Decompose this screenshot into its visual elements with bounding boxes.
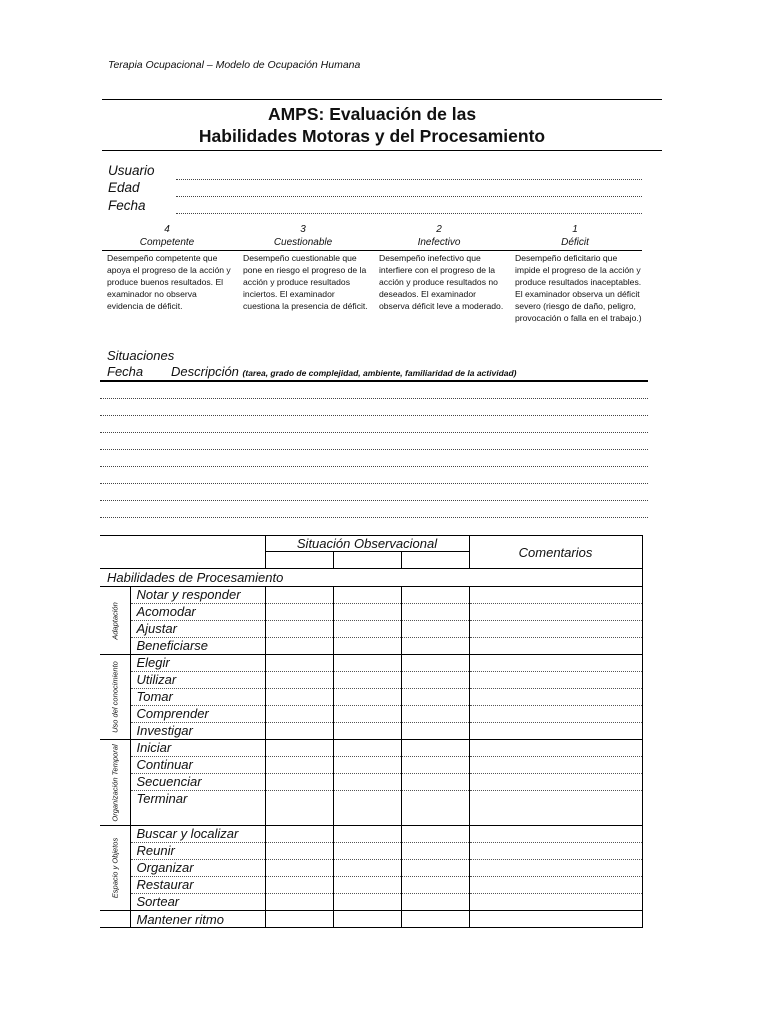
group-label-cell [100, 587, 130, 655]
comment-cell[interactable] [469, 860, 642, 877]
skill-row [100, 757, 642, 774]
skill-label: Acomodar [130, 604, 265, 621]
score-cell[interactable] [401, 587, 469, 604]
descripcion-text: Descripción [171, 364, 239, 379]
skill-row [100, 604, 642, 621]
score-cell[interactable] [333, 774, 401, 791]
group-label: Adaptación [110, 601, 120, 640]
scale-num-1: 1 [572, 224, 578, 235]
situation-line-8[interactable] [100, 517, 648, 518]
comment-cell[interactable] [469, 843, 642, 860]
scale-name-2: Inefectivo [417, 237, 461, 248]
skill-row [100, 689, 642, 706]
skill-row [100, 638, 642, 655]
skill-row [100, 877, 642, 894]
section-title: Habilidades de Procesamiento [100, 569, 642, 587]
score-cell[interactable] [401, 621, 469, 638]
title-bottom-rule [102, 150, 662, 151]
score-cell[interactable] [333, 860, 401, 877]
skill-row [100, 587, 642, 604]
situation-line-5[interactable] [100, 466, 648, 467]
skill-row [100, 621, 642, 638]
section-title-row [100, 569, 642, 587]
usuario-label: Usuario [108, 163, 155, 178]
comment-cell[interactable] [469, 757, 642, 774]
score-cell[interactable] [401, 638, 469, 655]
group-label-cell [100, 740, 130, 826]
situacion-observacional-header: Situación Observacional [265, 536, 469, 552]
situaciones-rule [100, 380, 648, 382]
table-header-row [100, 536, 642, 552]
score-cell[interactable] [333, 723, 401, 740]
skill-label: Organizar [130, 860, 265, 877]
score-cell[interactable] [265, 706, 333, 723]
skill-label: Restaurar [130, 877, 265, 894]
score-cell[interactable] [333, 877, 401, 894]
comentarios-header: Comentarios [469, 536, 642, 569]
skill-label: Sortear [130, 894, 265, 911]
comment-cell[interactable] [469, 604, 642, 621]
comment-cell[interactable] [469, 826, 642, 843]
skill-row [100, 843, 642, 860]
skill-label: Iniciar [130, 740, 265, 757]
comment-cell[interactable] [469, 911, 642, 928]
score-cell[interactable] [333, 672, 401, 689]
situation-line-6[interactable] [100, 483, 648, 484]
score-cell[interactable] [401, 655, 469, 672]
score-cell[interactable] [401, 911, 469, 928]
scale-num-4: 4 [164, 224, 170, 235]
usuario-field[interactable] [176, 179, 642, 180]
group-label: Organización Temporal [110, 743, 120, 822]
scale-desc-3: Desempeño cuestionable que pone en riesgo el progreso de la acción y produce resultados inciertos. El examinador cuestiona la presencia de déficit. [243, 253, 368, 311]
score-cell[interactable] [401, 672, 469, 689]
skill-row [100, 791, 642, 826]
score-cell[interactable] [401, 740, 469, 757]
score-cell[interactable] [401, 774, 469, 791]
score-cell[interactable] [401, 723, 469, 740]
score-cell[interactable] [265, 723, 333, 740]
processing-skills-table [100, 535, 643, 928]
situation-column-2[interactable] [333, 552, 401, 569]
group-label-cell-empty [100, 911, 130, 928]
skill-label: Buscar y localizar [130, 826, 265, 843]
scale-num-2: 2 [436, 224, 442, 235]
comment-cell[interactable] [469, 791, 642, 826]
group-label-cell [100, 826, 130, 911]
skill-label: Secuenciar [130, 774, 265, 791]
skill-label: Comprender [130, 706, 265, 723]
title-top-rule [102, 99, 662, 100]
score-cell[interactable] [401, 604, 469, 621]
situation-column-3[interactable] [401, 552, 469, 569]
score-cell[interactable] [333, 604, 401, 621]
score-cell[interactable] [333, 655, 401, 672]
comment-cell[interactable] [469, 706, 642, 723]
comment-cell[interactable] [469, 877, 642, 894]
score-cell[interactable] [401, 843, 469, 860]
group-label: Uso del conocimiento [110, 661, 120, 733]
skill-label: Investigar [130, 723, 265, 740]
skill-label: Reunir [130, 843, 265, 860]
scale-rule [102, 250, 642, 251]
score-cell[interactable] [265, 826, 333, 843]
score-cell[interactable] [333, 638, 401, 655]
skill-label: Ajustar [130, 621, 265, 638]
score-cell[interactable] [333, 706, 401, 723]
score-cell[interactable] [401, 860, 469, 877]
scale-name-4: Competente [139, 237, 195, 248]
comment-cell[interactable] [469, 587, 642, 604]
score-cell[interactable] [265, 740, 333, 757]
comment-cell[interactable] [469, 672, 642, 689]
scale-name-1: Déficit [561, 237, 589, 248]
score-cell[interactable] [401, 894, 469, 911]
score-cell[interactable] [265, 774, 333, 791]
score-cell[interactable] [265, 604, 333, 621]
score-cell[interactable] [265, 757, 333, 774]
scale-desc-2: Desempeño inefectivo que interfiere con el progreso de la acción y produce resultados no deseados. El examinador observa déficit leve a moderado. [379, 253, 504, 311]
scale-desc-1: Desempeño deficitario que impide el progreso de la acción y produce resultados inaceptables. El examinador observa un déficit severo (riesgo de daño, peligro, provocación o falla en el trabajo.) [515, 253, 642, 323]
situation-line-3[interactable] [100, 432, 648, 433]
edad-label: Edad [108, 180, 140, 195]
skill-label: Tomar [130, 689, 265, 706]
score-cell[interactable] [333, 740, 401, 757]
situaciones-label: Situaciones [107, 348, 175, 363]
score-cell[interactable] [265, 621, 333, 638]
score-cell[interactable] [333, 587, 401, 604]
descripcion-subtext: (tarea, grado de complejidad, ambiente, familiaridad de la actividad) [242, 368, 517, 378]
score-cell[interactable] [333, 621, 401, 638]
situation-line-1[interactable] [100, 398, 648, 399]
skill-row [100, 706, 642, 723]
comment-cell[interactable] [469, 621, 642, 638]
scale-desc-4: Desempeño competente que apoya el progreso de la acción y produce buenos resultados. El examinador no observa evidencia de déficit. [107, 253, 231, 311]
score-cell[interactable] [401, 689, 469, 706]
situaciones-fecha-label: Fecha [107, 364, 144, 379]
score-cell[interactable] [333, 911, 401, 928]
skill-row [100, 672, 642, 689]
skill-row [100, 774, 642, 791]
situation-line-2[interactable] [100, 415, 648, 416]
skill-row [100, 740, 642, 757]
score-cell[interactable] [265, 911, 333, 928]
skill-row [100, 655, 642, 672]
score-cell[interactable] [265, 689, 333, 706]
skill-label: Terminar [130, 791, 265, 826]
situation-line-7[interactable] [100, 500, 648, 501]
situaciones-descripcion-label [171, 364, 517, 379]
scale-num-3: 3 [300, 224, 306, 235]
edad-field[interactable] [176, 196, 642, 197]
skill-row [100, 894, 642, 911]
page-title-line2: Habilidades Motoras y del Procesamiento [198, 126, 546, 146]
comment-cell[interactable] [469, 723, 642, 740]
situation-column-1[interactable] [265, 552, 333, 569]
score-cell[interactable] [265, 894, 333, 911]
score-cell[interactable] [333, 791, 401, 826]
score-cell[interactable] [265, 877, 333, 894]
fecha-field[interactable] [176, 213, 642, 214]
score-cell[interactable] [333, 826, 401, 843]
skill-label: Continuar [130, 757, 265, 774]
skill-row [100, 911, 642, 928]
score-cell[interactable] [401, 706, 469, 723]
skill-row [100, 723, 642, 740]
group-label-cell [100, 655, 130, 740]
skill-label: Beneficiarse [130, 638, 265, 655]
skill-label: Mantener ritmo [130, 911, 265, 928]
score-cell[interactable] [265, 791, 333, 826]
skill-row [100, 826, 642, 843]
score-cell[interactable] [265, 638, 333, 655]
comment-cell[interactable] [469, 894, 642, 911]
comment-cell[interactable] [469, 655, 642, 672]
score-cell[interactable] [401, 877, 469, 894]
score-cell[interactable] [333, 843, 401, 860]
score-cell[interactable] [333, 757, 401, 774]
comment-cell[interactable] [469, 689, 642, 706]
score-cell[interactable] [401, 757, 469, 774]
situation-line-4[interactable] [100, 449, 648, 450]
score-cell[interactable] [265, 843, 333, 860]
page-title-line1: AMPS: Evaluación de las [267, 104, 477, 124]
score-cell[interactable] [265, 860, 333, 877]
skill-label: Notar y responder [130, 587, 265, 604]
skill-row [100, 860, 642, 877]
skill-label: Utilizar [130, 672, 265, 689]
scale-name-3: Cuestionable [273, 237, 333, 248]
header-note: Terapia Ocupacional – Modelo de Ocupación Humana [108, 59, 361, 71]
score-cell[interactable] [401, 791, 469, 826]
score-cell[interactable] [333, 894, 401, 911]
score-cell[interactable] [333, 689, 401, 706]
score-cell[interactable] [265, 672, 333, 689]
fecha-label: Fecha [108, 198, 146, 213]
group-label: Espacio y Objetos [110, 837, 120, 899]
header-blank [100, 536, 265, 569]
score-cell[interactable] [265, 655, 333, 672]
comment-cell[interactable] [469, 638, 642, 655]
skill-label: Elegir [130, 655, 265, 672]
score-cell[interactable] [401, 826, 469, 843]
score-cell[interactable] [265, 587, 333, 604]
comment-cell[interactable] [469, 774, 642, 791]
comment-cell[interactable] [469, 740, 642, 757]
